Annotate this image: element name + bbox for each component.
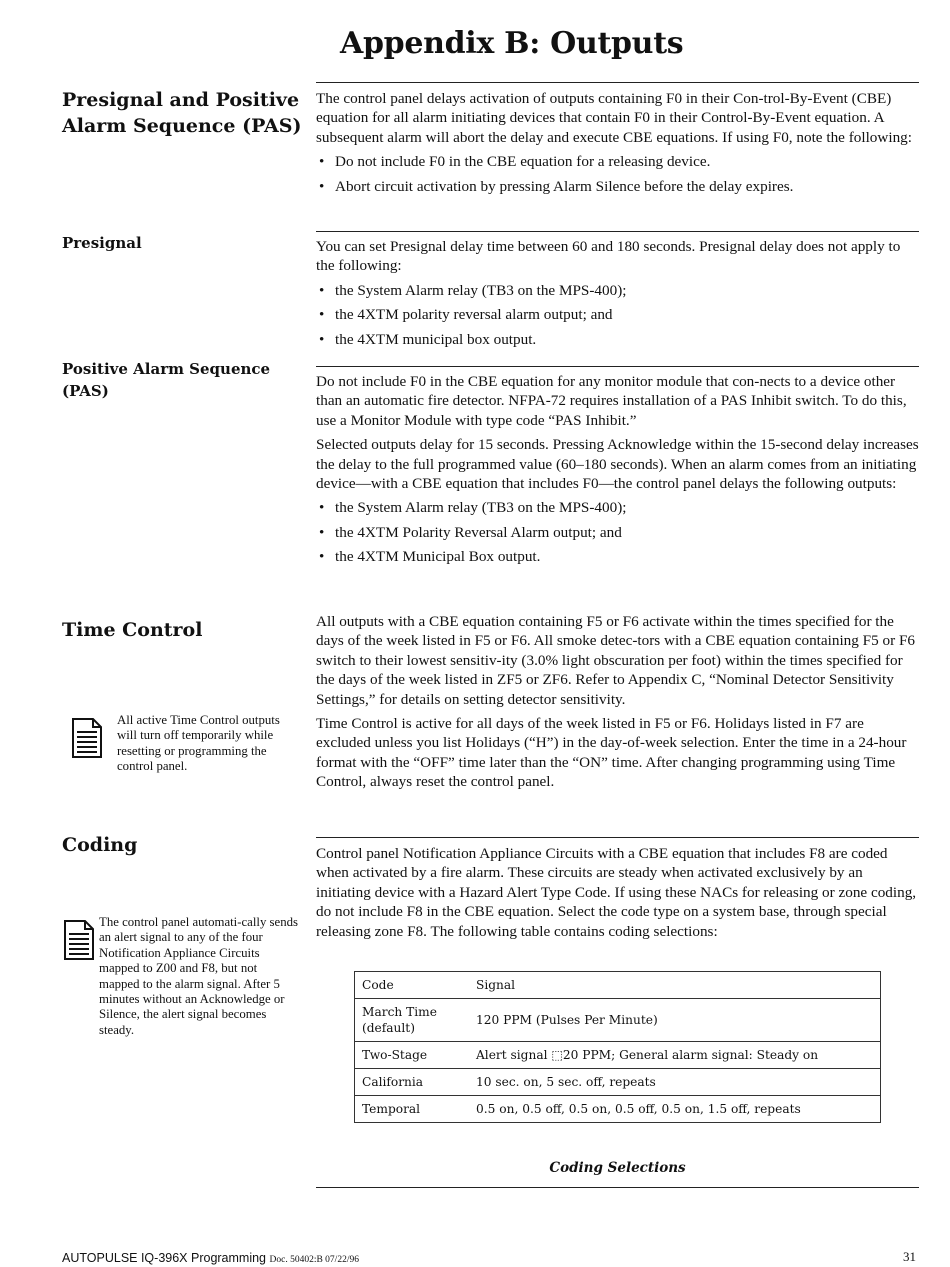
bullet-list	[316, 281, 919, 349]
table-row	[355, 1069, 881, 1096]
table-cell-signal: Alert signal ⬚20 PPM; General alarm signal: Steady on	[469, 1042, 881, 1069]
section-body-coding	[316, 844, 919, 946]
table-row	[355, 999, 881, 1042]
table-row	[355, 1096, 881, 1123]
column-header-signal: Signal	[469, 972, 881, 999]
list-item: • Do not include F0 in the CBE equation for a releasing device.	[319, 153, 711, 171]
section-divider	[316, 231, 919, 232]
table-cell-code: March Time (default)	[355, 999, 470, 1042]
bullet-icon: •	[319, 306, 325, 324]
coding-selections-table	[354, 971, 881, 1123]
footer-title: AUTOPULSE IQ-396X Programming	[62, 1251, 267, 1265]
paragraph: You can set Presignal delay time between 60 and 180 seconds. Presignal delay does not apply to the following:	[316, 238, 901, 275]
table-row	[355, 1042, 881, 1069]
section-divider	[316, 366, 919, 367]
table-cell-code: Temporal	[355, 1096, 470, 1123]
table-cell-code: California	[355, 1069, 470, 1096]
list-item: • the 4XTM municipal box output.	[319, 330, 537, 348]
list-item: • the 4XTM Polarity Reversal Alarm output; and	[319, 523, 622, 541]
table-caption: Coding Selections	[549, 1160, 686, 1176]
table-header-row	[355, 972, 881, 999]
footer-doc-number: Doc. 50402:B 07/22/96	[269, 1255, 359, 1265]
section-heading-coding: Coding	[62, 834, 138, 856]
list-item: • the 4XTM Municipal Box output.	[319, 548, 541, 566]
table-cell-code: Two-Stage	[355, 1042, 470, 1069]
bullet-list	[316, 152, 919, 196]
list-item: • Abort circuit activation by pressing Alarm Silence before the delay expires.	[319, 177, 794, 195]
note-document-icon	[64, 920, 94, 964]
table-cell-signal: 10 sec. on, 5 sec. off, repeats	[469, 1069, 881, 1096]
bullet-icon: •	[319, 548, 325, 566]
section-divider	[316, 837, 919, 838]
section-heading-presignal: Presignal	[62, 234, 142, 252]
paragraph: Control panel Notification Appliance Circuits with a CBE equation that includes F8 are coded when activated by a fire alarm. These circuits are steady when activated exclusively by an initiating device with a Hazard Alert Type Code. If using these NACs for releasing or zone coding, do not include F8 in the CBE equation. Select the code type on a system base, through special releasing zone F8. The following table contains coding selections:	[316, 845, 917, 940]
coding-note: The control panel automati-cally sends an alert signal to any of the four Notification Appliance Circuits mapped to Z00 and F8, but not mapped to the alarm signal. After 5 minutes without an Acknowledge or Silence, the alert signal becomes steady.	[99, 915, 298, 1037]
list-item: • the System Alarm relay (TB3 on the MPS-400);	[319, 499, 627, 517]
section-body-pas	[316, 372, 919, 572]
time-control-note: All active Time Control outputs will turn off temporarily while resetting or programming the control panel.	[117, 713, 280, 774]
page-title: Appendix B: Outputs	[340, 26, 684, 61]
section-heading-presignal-pas: Presignal and Positive Alarm Sequence (PAS)	[62, 89, 302, 137]
note-document-icon	[72, 718, 102, 762]
section-body-time-control	[316, 612, 919, 797]
bullet-icon: •	[319, 153, 325, 171]
table-cell-signal: 0.5 on, 0.5 off, 0.5 on, 0.5 off, 0.5 on, 1.5 off, repeats	[469, 1096, 881, 1123]
section-heading-time-control: Time Control	[62, 619, 203, 641]
list-item: • the 4XTM polarity reversal alarm output; and	[319, 306, 613, 324]
paragraph: The control panel delays activation of outputs containing F0 in their Con-trol-By-Event (CBE) equation for all alarm initiating devices that contain F0 in their Control-By-Event equation. A subsequent alarm will abort the delay and execute CBE equations. If using F0, note the following:	[316, 90, 912, 146]
section-heading-pas: Positive Alarm Sequence (PAS)	[62, 360, 271, 400]
section-body-presignal	[316, 237, 919, 354]
paragraph: Selected outputs delay for 15 seconds. Pressing Acknowledge within the 15-second delay increases the delay to the full programmed value (60–180 seconds). When an alarm comes from an initiating device—with a CBE equation that includes F0—the control panel delays the following outputs:	[316, 436, 919, 493]
section-divider	[316, 82, 919, 83]
column-header-code: Code	[355, 972, 470, 999]
bullet-list	[316, 498, 919, 566]
section-body-presignal-pas	[316, 89, 919, 201]
footer-document-title	[62, 1251, 359, 1265]
bullet-icon: •	[319, 523, 325, 541]
page-number: 31	[903, 1249, 916, 1264]
paragraph: Time Control is active for all days of the week listed in F5 or F6. Holidays listed in F7 are excluded unless you list Holidays (“H”) in the day-of-week selection. Enter the time in a 24-hour format with the “OFF” time later than the “ON” time. After changing programming using Time Control, always reset the control panel.	[316, 715, 907, 791]
list-item: • the System Alarm relay (TB3 on the MPS-400);	[319, 281, 627, 299]
section-divider	[316, 1187, 919, 1188]
bullet-icon: •	[319, 177, 325, 195]
paragraph: All outputs with a CBE equation containing F5 or F6 activate within the times specified for the days of the week listed in F5 or F6. All smoke detec-tors with a CBE equation containing F5 or F6 switch to their lowest sensitiv-ity (3.0% light obscuration per foot) within the times specified for the days of the week listed in ZF5 or ZF6. Refer to Appendix C, “Nominal Detector Sensitivity Settings,” for details on setting detector sensitivity.	[316, 613, 915, 708]
bullet-icon: •	[319, 499, 325, 517]
bullet-icon: •	[319, 281, 325, 299]
table-cell-signal: 120 PPM (Pulses Per Minute)	[469, 999, 881, 1042]
bullet-icon: •	[319, 330, 325, 348]
paragraph: Do not include F0 in the CBE equation for any monitor module that con-nects to a device other than an automatic fire detector. NFPA-72 requires installation of a PAS Inhibit switch. To do this, use a Monitor Module with type code “PAS Inhibit.”	[316, 373, 907, 429]
